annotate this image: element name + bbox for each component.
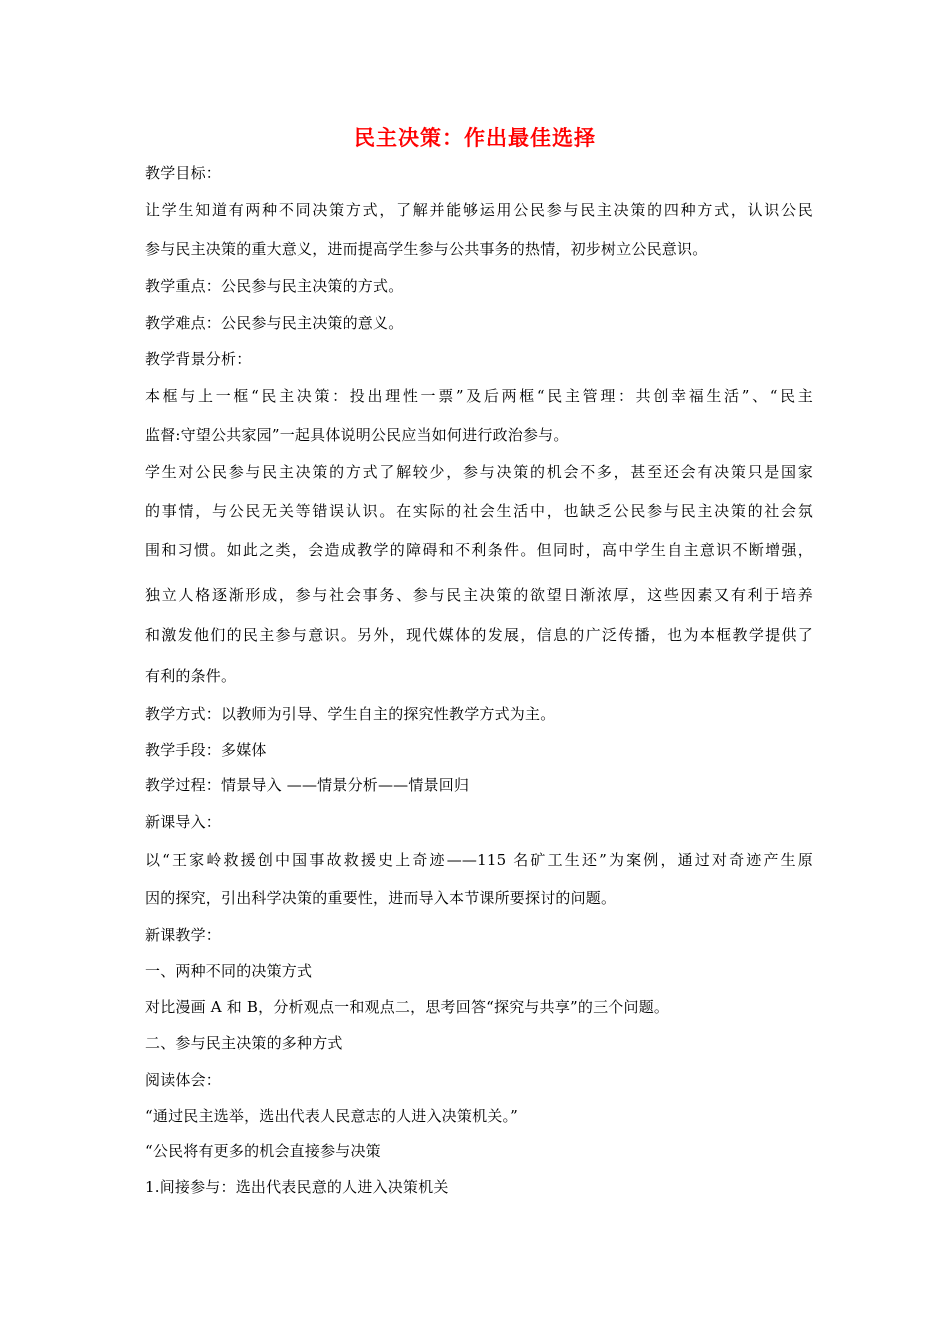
reading-heading: 阅读体会： <box>145 1071 222 1089</box>
heading-teaching-goals: 教学目标： <box>145 164 222 182</box>
paragraph-line: 独立人格逐渐形成，参与社会事务、参与民主决策的欲望日渐浓厚，这些因素又有利于培养 <box>145 586 813 604</box>
paragraph-line: 有利的条件。 <box>145 667 237 685</box>
section-heading-1: 一、两种不同的决策方式 <box>145 962 313 980</box>
section-heading-2: 二、参与民主决策的多种方式 <box>145 1034 343 1052</box>
heading-lesson-intro: 新课导入： <box>145 813 222 831</box>
paragraph-line: 监督:守望公共家园”一起具体说明公民应当如何进行政治参与。 <box>145 426 569 444</box>
teaching-means-line: 教学手段：多媒体 <box>145 741 267 759</box>
paragraph-line: 的事情，与公民无关等错误认识。在实际的社会生活中，也缺乏公民参与民主决策的社会氛 <box>145 502 813 520</box>
quote-line: “通过民主选举，选出代表人民意志的人进入决策机关。” <box>145 1107 519 1125</box>
list-item-1: 1.间接参与：选出代表民意的人进入决策机关 <box>145 1178 449 1196</box>
quote-line: “公民将有更多的机会直接参与决策 <box>145 1142 381 1160</box>
difficulty-line: 教学难点：公民参与民主决策的意义。 <box>145 314 404 332</box>
paragraph-line: 因的探究，引出科学决策的重要性，进而导入本节课所要探讨的问题。 <box>145 889 617 907</box>
key-point-line: 教学重点：公民参与民主决策的方式。 <box>145 277 404 295</box>
paragraph-line: 本框与上一框“民主决策：投出理性一票”及后两框“民主管理：共创幸福生活”、“民主 <box>145 387 813 405</box>
heading-background: 教学背景分析： <box>145 350 252 368</box>
paragraph-line: 让学生知道有两种不同决策方式，了解并能够运用公民参与民主决策的四种方式，认识公民 <box>145 201 813 219</box>
paragraph-line: 围和习惯。如此之类，会造成教学的障碍和不利条件。但同时，高中学生自主意识不断增强， <box>145 541 813 559</box>
paragraph-line: 参与民主决策的重大意义，进而提高学生参与公共事务的热情，初步树立公民意识。 <box>145 240 708 258</box>
heading-new-lesson: 新课教学： <box>145 926 222 944</box>
document-title: 民主决策：作出最佳选择 <box>354 126 596 150</box>
teaching-method-line: 教学方式：以教师为引导、学生自主的探究性教学方式为主。 <box>145 705 556 723</box>
paragraph-line: 和激发他们的民主参与意识。另外，现代媒体的发展，信息的广泛传播，也为本框教学提供了 <box>145 626 813 644</box>
paragraph-line: 以“王家岭救援创中国事故救援史上奇迹——115 名矿工生还”为案例，通过对奇迹产生原 <box>145 851 813 869</box>
teaching-process-line: 教学过程：情景导入 ——情景分析——情景回归 <box>145 776 470 794</box>
paragraph-line: 学生对公民参与民主决策的方式了解较少，参与决策的机会不多，甚至还会有决策只是国家 <box>145 463 813 481</box>
paragraph-line: 对比漫画 A 和 B，分析观点一和观点二，思考回答“探究与共享”的三个问题。 <box>145 998 670 1016</box>
